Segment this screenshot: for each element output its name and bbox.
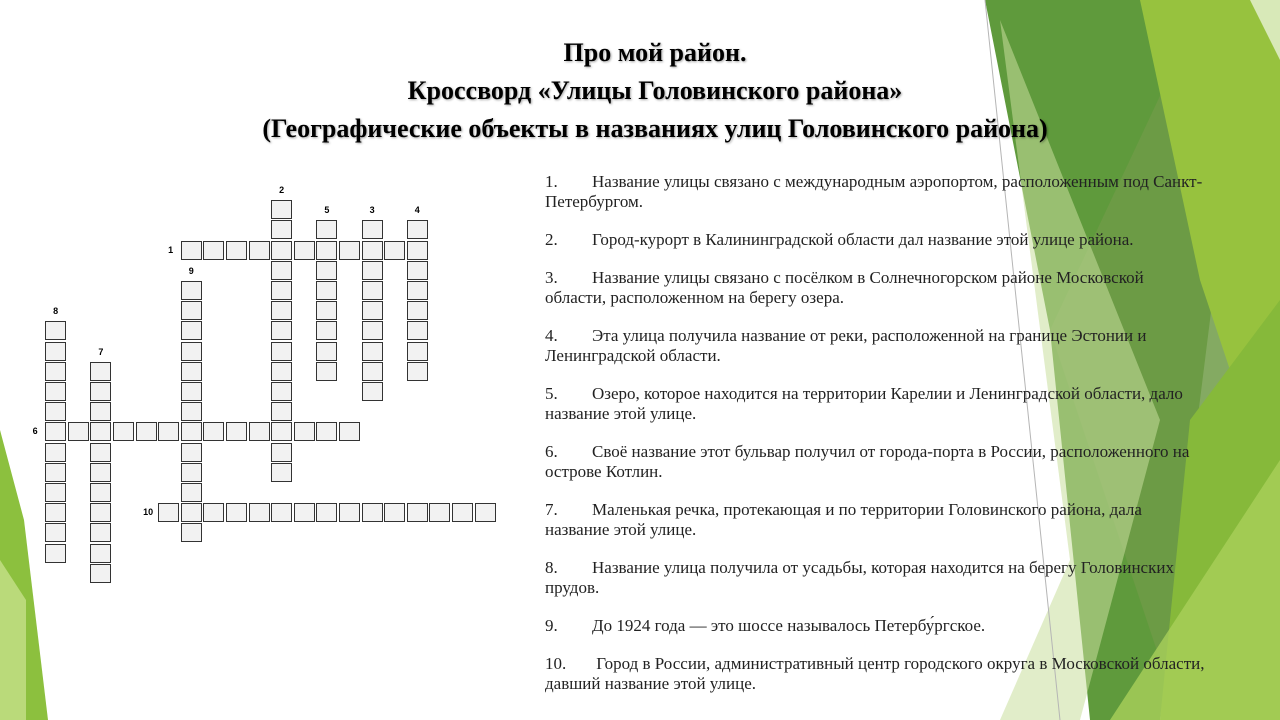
crossword-cell[interactable]: [181, 463, 202, 482]
clue-text: Название улицы связано с международным аэропортом, расположенным под Санкт-Петербургом.: [545, 172, 1203, 211]
clue-number: 4.: [545, 326, 558, 345]
clue-item: [545, 654, 1205, 694]
crossword-cell[interactable]: [362, 220, 383, 239]
crossword-cell[interactable]: [271, 241, 292, 260]
crossword-cell[interactable]: [226, 503, 247, 522]
crossword-cell[interactable]: [271, 463, 292, 482]
crossword-cell[interactable]: [316, 342, 337, 361]
crossword-word-number: 4: [414, 205, 420, 216]
crossword-cell[interactable]: [316, 220, 337, 239]
title-line-3: (Географические объекты в названиях улиц Головинского района): [262, 114, 1048, 143]
crossword-word-number: 8: [53, 306, 59, 317]
crossword-cell[interactable]: [407, 261, 428, 280]
clue-item: [545, 384, 1205, 424]
crossword-cell[interactable]: [271, 443, 292, 462]
crossword-cell[interactable]: [249, 503, 270, 522]
clue-text: Озеро, которое находится на территории Карелии и Ленинградской области, дало название этой улице.: [545, 384, 1183, 423]
crossword-cell[interactable]: [45, 523, 66, 542]
crossword-cell[interactable]: [452, 503, 473, 522]
clue-text: Своё название этот бульвар получил от города-порта в России, расположенного на острове Котлин.: [545, 442, 1190, 481]
crossword-cell[interactable]: [181, 281, 202, 300]
crossword-cell[interactable]: [384, 241, 405, 260]
crossword-cell[interactable]: [90, 463, 111, 482]
crossword-cell[interactable]: [316, 422, 337, 441]
crossword-cell[interactable]: [90, 402, 111, 421]
crossword-word-number: 5: [324, 205, 330, 216]
crossword-cell[interactable]: [316, 503, 337, 522]
crossword-cell[interactable]: [271, 321, 292, 340]
crossword-cell[interactable]: [294, 503, 315, 522]
clue-text: Название улица получила от усадьбы, которая находится на берегу Головинских прудов.: [545, 558, 1174, 597]
crossword-cell[interactable]: [203, 241, 224, 260]
crossword-cell[interactable]: [316, 281, 337, 300]
crossword-cell[interactable]: [339, 503, 360, 522]
clue-text: Город в России, административный центр городского округа в Московской области, давший название этой улице.: [545, 654, 1205, 693]
crossword-cell[interactable]: [45, 362, 66, 381]
crossword-cell[interactable]: [271, 503, 292, 522]
crossword-cell[interactable]: [45, 544, 66, 563]
clue-item: [545, 326, 1205, 366]
crossword-word-number: 2: [279, 185, 285, 195]
crossword-word-number: 3: [369, 205, 375, 216]
crossword-cell[interactable]: [271, 220, 292, 239]
crossword-cell[interactable]: [158, 503, 179, 522]
crossword-cell[interactable]: [316, 301, 337, 320]
crossword-cell[interactable]: [362, 261, 383, 280]
crossword-cell[interactable]: [407, 301, 428, 320]
crossword-cell[interactable]: [362, 503, 383, 522]
crossword-word-number: 1: [168, 244, 174, 255]
crossword-cell[interactable]: [271, 301, 292, 320]
crossword-cell[interactable]: [316, 321, 337, 340]
crossword-cell[interactable]: [113, 422, 134, 441]
crossword-cell[interactable]: [362, 321, 383, 340]
clue-number: 8.: [545, 558, 558, 577]
clue-item: [545, 500, 1205, 540]
crossword-cell[interactable]: [271, 281, 292, 300]
crossword-cell[interactable]: [181, 362, 202, 381]
crossword-cell[interactable]: [68, 422, 89, 441]
crossword-cell[interactable]: [203, 503, 224, 522]
crossword-cell[interactable]: [181, 443, 202, 462]
clue-text: Название улицы связано с посёлком в Солнечногорском районе Московской области, расположенном на берегу озера.: [545, 268, 1144, 307]
crossword-cell[interactable]: [181, 523, 202, 542]
crossword-cell[interactable]: [362, 241, 383, 260]
crossword-cell[interactable]: [339, 241, 360, 260]
crossword-cell[interactable]: [90, 362, 111, 381]
crossword-cell[interactable]: [316, 362, 337, 381]
crossword-cell[interactable]: [45, 342, 66, 361]
clue-number: 1.: [545, 172, 558, 191]
clue-text: Маленькая речка, протекающая и по территории Головинского района, дала название этой улице.: [545, 500, 1142, 539]
crossword-cell[interactable]: [407, 362, 428, 381]
clue-item: [545, 230, 1205, 250]
crossword-cell[interactable]: [249, 241, 270, 260]
crossword-cell[interactable]: [90, 564, 111, 583]
crossword-cell[interactable]: [384, 503, 405, 522]
clue-text: Город-курорт в Калининградской области дал название этой улице района.: [592, 230, 1134, 249]
crossword-cell[interactable]: [90, 422, 111, 441]
crossword-cell[interactable]: [181, 483, 202, 502]
crossword-cell[interactable]: [90, 483, 111, 502]
crossword-cell[interactable]: [271, 362, 292, 381]
clue-number: 3.: [545, 268, 558, 287]
crossword-cell[interactable]: [294, 422, 315, 441]
crossword-cell[interactable]: [181, 301, 202, 320]
crossword-cell[interactable]: [90, 523, 111, 542]
clue-number: 6.: [545, 442, 558, 461]
crossword-cell[interactable]: [271, 422, 292, 441]
crossword-cell[interactable]: [271, 342, 292, 361]
crossword-cell[interactable]: [407, 220, 428, 239]
crossword-cell[interactable]: [45, 422, 66, 441]
crossword-word-number: 9: [188, 265, 194, 276]
crossword-cell[interactable]: [45, 483, 66, 502]
crossword-cell[interactable]: [271, 200, 292, 219]
clue-number: 7.: [545, 500, 558, 519]
clue-text: До 1924 года — это шоссе называлось Петербу́ргское.: [592, 616, 986, 635]
crossword-word-number: 7: [98, 346, 104, 357]
crossword-cell[interactable]: [181, 402, 202, 421]
crossword-cell[interactable]: [271, 382, 292, 401]
crossword-cell[interactable]: [226, 422, 247, 441]
clue-number: 2.: [545, 230, 558, 249]
crossword-cell[interactable]: [407, 241, 428, 260]
crossword-cell[interactable]: [271, 261, 292, 280]
clue-item: [545, 616, 1205, 636]
crossword-cell[interactable]: [362, 301, 383, 320]
crossword-cell[interactable]: [45, 402, 66, 421]
crossword-cell[interactable]: [90, 382, 111, 401]
crossword-cell[interactable]: [158, 422, 179, 441]
crossword-cell[interactable]: [181, 503, 202, 522]
clue-list: [545, 172, 1205, 712]
crossword-cell[interactable]: [90, 544, 111, 563]
clue-number: 5.: [545, 384, 558, 403]
crossword-cell[interactable]: [407, 321, 428, 340]
title-line-1: Про мой район.: [563, 38, 747, 67]
clue-item: [545, 442, 1205, 482]
crossword-cell[interactable]: [226, 241, 247, 260]
crossword-cell[interactable]: [203, 422, 224, 441]
crossword-cell[interactable]: [362, 342, 383, 361]
crossword-cell[interactable]: [181, 241, 202, 260]
crossword-cell[interactable]: [316, 241, 337, 260]
clue-item: [545, 268, 1205, 308]
clue-number: 10.: [545, 654, 567, 673]
crossword-cell[interactable]: [90, 443, 111, 462]
crossword-cell[interactable]: [429, 503, 450, 522]
crossword-cell[interactable]: [362, 362, 383, 381]
crossword-cell[interactable]: [181, 321, 202, 340]
crossword-cell[interactable]: [45, 463, 66, 482]
crossword-cell[interactable]: [316, 261, 337, 280]
crossword-cell[interactable]: [249, 422, 270, 441]
clue-number: 9.: [545, 616, 558, 635]
clue-item: [545, 558, 1205, 598]
crossword-cell[interactable]: [90, 503, 111, 522]
crossword-cell[interactable]: [181, 382, 202, 401]
crossword-cell[interactable]: [407, 342, 428, 361]
crossword-cell[interactable]: [339, 422, 360, 441]
crossword-cell[interactable]: [362, 382, 383, 401]
crossword-cell[interactable]: [45, 503, 66, 522]
crossword-cell[interactable]: [45, 443, 66, 462]
crossword-cell[interactable]: [181, 422, 202, 441]
crossword-cell[interactable]: [136, 422, 157, 441]
crossword-word-number: 10: [143, 507, 154, 518]
slide-title: [100, 34, 1210, 148]
clue-text: Эта улица получила название от реки, расположенной на границе Эстонии и Ленинградской области.: [545, 326, 1147, 365]
crossword-cell[interactable]: [45, 321, 66, 340]
crossword-cell[interactable]: [271, 402, 292, 421]
crossword-cell[interactable]: [181, 342, 202, 361]
crossword-word-number: 6: [32, 426, 38, 437]
title-line-2: Кроссворд «Улицы Головинского района»: [407, 76, 903, 105]
crossword-cell[interactable]: [475, 503, 496, 522]
crossword-cell[interactable]: [407, 281, 428, 300]
clue-item: [545, 172, 1205, 212]
crossword-cell[interactable]: [407, 503, 428, 522]
crossword-cell[interactable]: [45, 382, 66, 401]
crossword-cell[interactable]: [294, 241, 315, 260]
crossword-cell[interactable]: [362, 281, 383, 300]
